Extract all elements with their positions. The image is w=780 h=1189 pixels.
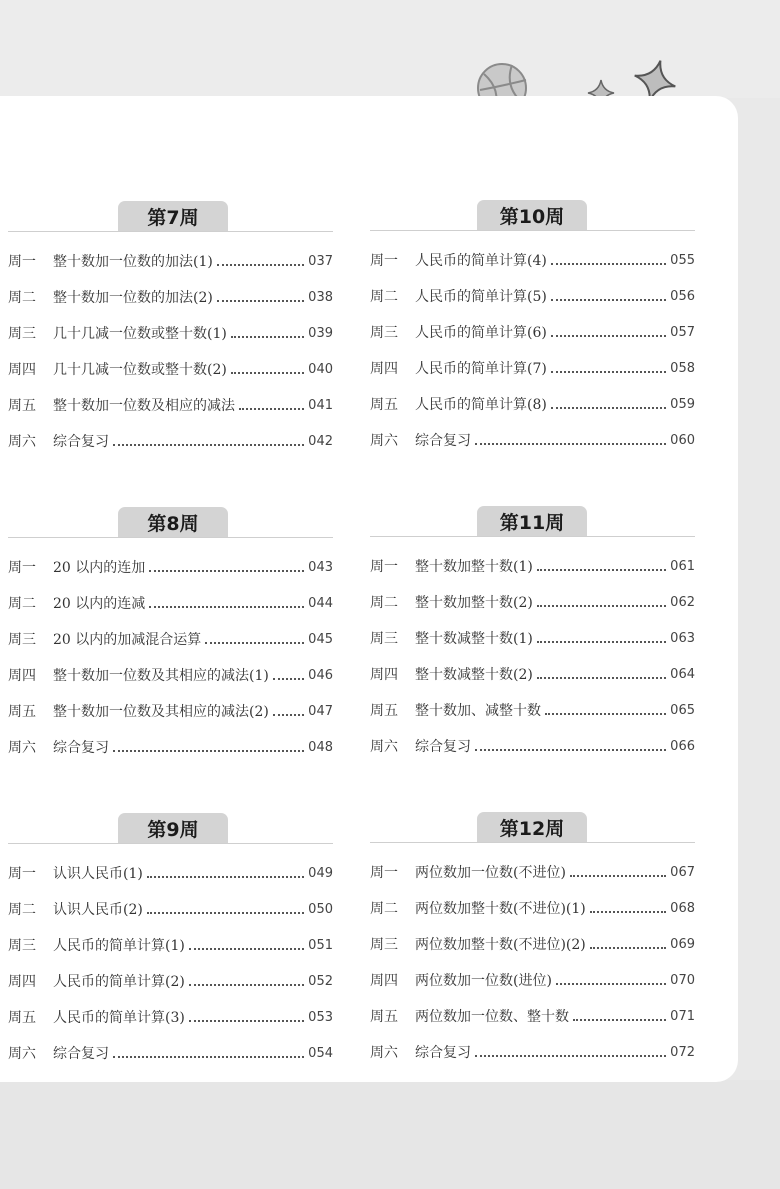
dot-leader [537,605,666,607]
lesson-title: 整十数减整十数(1) [415,631,533,647]
page-number: 043 [308,559,333,575]
dot-leader [273,714,304,716]
page-number: 070 [670,972,695,988]
day-label: 周四 [370,667,398,683]
day-label: 周二 [370,289,398,305]
dot-leader [551,407,666,409]
day-label: 周三 [8,632,36,648]
toc-row[interactable] [8,970,333,992]
dot-leader [551,263,666,265]
day-label: 周一 [370,559,398,575]
week-tab: 第10周 [477,200,587,230]
dot-leader [217,264,304,266]
dot-leader [113,444,304,446]
lesson-title: 综合复习 [53,434,109,450]
day-label: 周一 [370,253,398,269]
day-label: 周四 [8,362,36,378]
lesson-title: 几十几减一位数或整十数(1) [53,326,227,342]
toc-row[interactable] [370,933,695,955]
page-number: 065 [670,702,695,718]
day-label: 周三 [370,325,398,341]
dot-leader [475,443,666,445]
day-label: 周六 [8,434,36,450]
dot-leader [189,948,304,950]
lesson-title: 综合复习 [53,1046,109,1062]
toc-row[interactable] [370,1005,695,1027]
day-label: 周五 [370,703,398,719]
page-number: 062 [670,594,695,610]
divider [370,230,695,231]
page-number: 056 [670,288,695,304]
left-column [8,0,333,1189]
dot-leader [149,606,304,608]
lesson-title: 两位数加一位数(不进位) [415,865,566,881]
page-number: 068 [670,900,695,916]
day-label: 周一 [8,254,36,270]
page-number: 059 [670,396,695,412]
dot-leader [537,641,666,643]
day-label: 周五 [8,704,36,720]
toc-row[interactable] [370,1041,695,1063]
dot-leader [590,911,666,913]
toc-row[interactable] [8,1042,333,1064]
lesson-title: 人民币的简单计算(8) [415,397,547,413]
dot-leader [239,408,304,410]
lesson-title: 综合复习 [415,739,471,755]
dot-leader [551,299,666,301]
dot-leader [551,371,666,373]
toc-row[interactable] [370,663,695,685]
dot-leader [551,335,666,337]
divider [370,842,695,843]
dot-leader [590,947,666,949]
toc-row[interactable] [8,628,333,650]
dot-leader [113,1056,304,1058]
toc-row[interactable] [8,934,333,956]
page-number: 067 [670,864,695,880]
dot-leader [475,749,666,751]
toc-row[interactable] [370,321,695,343]
toc-row[interactable] [8,286,333,308]
toc-row[interactable] [8,592,333,614]
toc-row[interactable] [8,250,333,272]
divider [8,231,333,232]
day-label: 周六 [370,1045,398,1061]
lesson-title: 20 以内的加减混合运算 [53,632,202,648]
page-number: 042 [308,433,333,449]
toc-row[interactable] [8,862,333,884]
day-label: 周三 [8,938,36,954]
dot-leader [573,1019,666,1021]
day-label: 周六 [370,739,398,755]
dot-leader [556,983,666,985]
day-label: 周四 [8,974,36,990]
lesson-title: 综合复习 [53,740,109,756]
toc-row[interactable] [370,555,695,577]
day-label: 周二 [8,290,36,306]
lesson-title: 整十数加整十数(2) [415,595,533,611]
page-number: 063 [670,630,695,646]
divider [8,843,333,844]
lesson-title: 整十数加一位数及相应的减法 [53,398,235,414]
toc-row[interactable] [370,393,695,415]
toc-row[interactable] [8,322,333,344]
lesson-title: 认识人民币(1) [53,866,143,882]
lesson-title: 整十数加一位数及其相应的减法(1) [53,668,269,684]
day-label: 周五 [370,397,398,413]
page-number: 060 [670,432,695,448]
day-label: 周六 [8,1046,36,1062]
page-number: 072 [670,1044,695,1060]
page-number: 057 [670,324,695,340]
lesson-title: 整十数加一位数的加法(1) [53,254,213,270]
day-label: 周六 [370,433,398,449]
lesson-title: 人民币的简单计算(1) [53,938,185,954]
week-tab: 第7周 [118,201,228,231]
dot-leader [231,336,304,338]
toc-row[interactable] [370,735,695,757]
page-number: 045 [308,631,333,647]
divider [8,537,333,538]
dot-leader [205,642,304,644]
day-label: 周六 [8,740,36,756]
day-label: 周五 [8,1010,36,1026]
toc-row[interactable] [370,429,695,451]
lesson-title: 20 以内的连加 [53,560,146,576]
lesson-title: 20 以内的连减 [53,596,146,612]
page-number: 053 [308,1009,333,1025]
lesson-title: 两位数加整十数(不进位)(1) [415,901,586,917]
lesson-title: 整十数加一位数的加法(2) [53,290,213,306]
day-label: 周二 [8,902,36,918]
toc-row[interactable] [370,591,695,613]
toc-row[interactable] [370,699,695,721]
week-tab: 第12周 [477,812,587,842]
page-number: 064 [670,666,695,682]
dot-leader [537,677,666,679]
toc-row[interactable] [8,898,333,920]
page-number: 040 [308,361,333,377]
toc-row[interactable] [8,664,333,686]
toc-row[interactable] [370,969,695,991]
dot-leader [217,300,304,302]
lesson-title: 综合复习 [415,1045,471,1061]
day-label: 周二 [370,901,398,917]
week-tab: 第8周 [118,507,228,537]
day-label: 周五 [8,398,36,414]
week-tab: 第11周 [477,506,587,536]
week-tab: 第9周 [118,813,228,843]
lesson-title: 人民币的简单计算(5) [415,289,547,305]
page-number: 050 [308,901,333,917]
day-label: 周二 [8,596,36,612]
toc-row[interactable] [8,736,333,758]
dot-leader [570,875,666,877]
dot-leader [545,713,666,715]
page-number: 047 [308,703,333,719]
lesson-title: 整十数减整十数(2) [415,667,533,683]
toc-row[interactable] [8,1006,333,1028]
page-number: 058 [670,360,695,376]
dot-leader [475,1055,666,1057]
day-label: 周五 [370,1009,398,1025]
dot-leader [231,372,304,374]
page-number: 038 [308,289,333,305]
dot-leader [149,570,304,572]
page-number: 048 [308,739,333,755]
day-label: 周四 [370,361,398,377]
lesson-title: 认识人民币(2) [53,902,143,918]
toc-row[interactable] [370,861,695,883]
page-number: 061 [670,558,695,574]
page-number: 046 [308,667,333,683]
lesson-title: 人民币的简单计算(2) [53,974,185,990]
page-number: 044 [308,595,333,611]
lesson-title: 整十数加、减整十数 [415,703,541,719]
lesson-title: 几十几减一位数或整十数(2) [53,362,227,378]
day-label: 周四 [8,668,36,684]
lesson-title: 综合复习 [415,433,471,449]
page-number: 069 [670,936,695,952]
day-label: 周一 [370,865,398,881]
lesson-title: 整十数加一位数及其相应的减法(2) [53,704,269,720]
day-label: 周三 [370,937,398,953]
lesson-title: 人民币的简单计算(6) [415,325,547,341]
lesson-title: 人民币的简单计算(4) [415,253,547,269]
day-label: 周四 [370,973,398,989]
dot-leader [189,984,304,986]
dot-leader [189,1020,304,1022]
toc-row[interactable] [8,358,333,380]
right-column [370,0,695,1189]
dot-leader [273,678,304,680]
toc-row[interactable] [8,700,333,722]
page-number: 071 [670,1008,695,1024]
dot-leader [147,876,304,878]
page-number: 055 [670,252,695,268]
dot-leader [113,750,304,752]
lesson-title: 两位数加整十数(不进位)(2) [415,937,586,953]
page-number: 037 [308,253,333,269]
page-number: 039 [308,325,333,341]
lesson-title: 两位数加一位数、整十数 [415,1009,569,1025]
day-label: 周三 [8,326,36,342]
lesson-title: 两位数加一位数(进位) [415,973,552,989]
page-number: 054 [308,1045,333,1061]
day-label: 周一 [8,866,36,882]
toc-row[interactable] [370,897,695,919]
dot-leader [147,912,304,914]
divider [370,536,695,537]
lesson-title: 整十数加整十数(1) [415,559,533,575]
toc-row[interactable] [8,430,333,452]
toc-row[interactable] [370,627,695,649]
lesson-title: 人民币的简单计算(7) [415,361,547,377]
toc-row[interactable] [8,394,333,416]
day-label: 周二 [370,595,398,611]
toc-row[interactable] [370,285,695,307]
page-number: 052 [308,973,333,989]
day-label: 周一 [8,560,36,576]
toc-row[interactable] [370,357,695,379]
dot-leader [537,569,666,571]
page-number: 051 [308,937,333,953]
day-label: 周三 [370,631,398,647]
toc-row[interactable] [370,249,695,271]
page-number: 066 [670,738,695,754]
toc-row[interactable] [8,556,333,578]
page-number: 041 [308,397,333,413]
lesson-title: 人民币的简单计算(3) [53,1010,185,1026]
page-number: 049 [308,865,333,881]
